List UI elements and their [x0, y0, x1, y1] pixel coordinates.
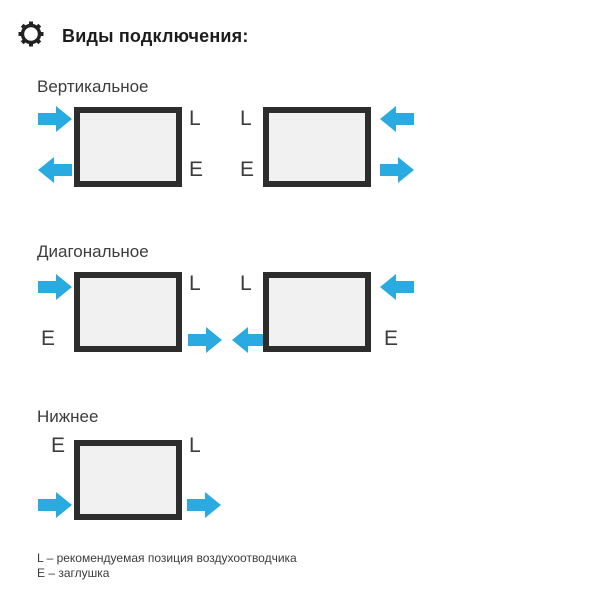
flow-in-arrow-right-icon [38, 492, 72, 518]
flow-out-arrow-right-icon [188, 327, 222, 353]
gear-icon [16, 19, 46, 49]
flow-out-arrow-right-icon [187, 492, 221, 518]
port-label-plug: E [41, 327, 56, 350]
flow-out-arrow-left-icon [38, 157, 72, 183]
radiator-rect [74, 440, 182, 520]
port-label-vent: L [240, 272, 252, 295]
port-label-plug: E [189, 158, 204, 181]
radiator-rect [74, 107, 182, 187]
port-label-vent: L [189, 107, 201, 130]
legend-vent: L – рекомендуемая позиция воздухоотводчика [37, 551, 297, 565]
section-title-bottom: Нижнее [37, 407, 99, 426]
section-title-vertical: Вертикальное [37, 77, 149, 96]
port-label-vent: L [240, 107, 252, 130]
port-label-plug: E [51, 434, 66, 457]
port-label-vent: L [189, 272, 201, 295]
port-label-vent: L [189, 434, 201, 457]
port-label-plug: E [240, 158, 255, 181]
section-title-diagonal: Диагональное [37, 242, 149, 261]
page-title: Виды подключения: [62, 26, 249, 46]
radiator-rect [263, 107, 371, 187]
flow-in-arrow-left-icon [380, 274, 414, 300]
radiator-rect [74, 272, 182, 352]
legend-plug: E – заглушка [37, 566, 110, 580]
flow-in-arrow-right-icon [38, 106, 72, 132]
port-label-plug: E [384, 327, 399, 350]
flow-in-arrow-right-icon [38, 274, 72, 300]
radiator-rect [263, 272, 371, 352]
flow-in-arrow-left-icon [380, 106, 414, 132]
flow-out-arrow-left-icon [232, 327, 266, 353]
flow-out-arrow-right-icon [380, 157, 414, 183]
